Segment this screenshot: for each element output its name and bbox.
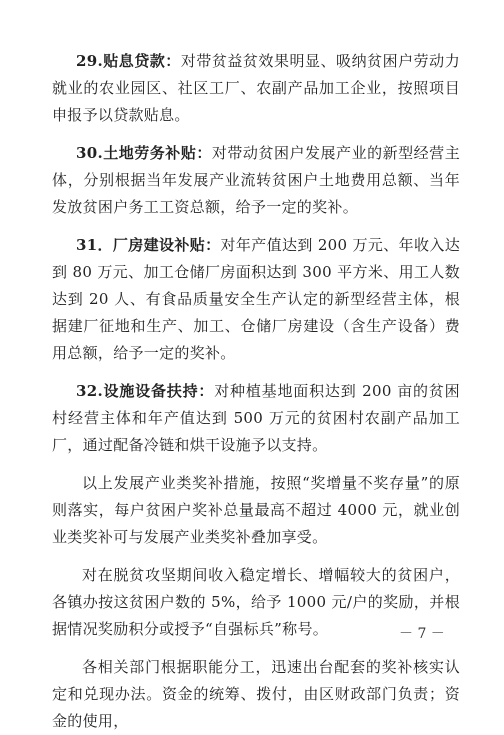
clause-30 <box>52 140 460 221</box>
clause-heading: 29.贴息贷款： <box>76 52 181 70</box>
clause-31 <box>52 232 460 367</box>
body-paragraph: 以上发展产业类奖补措施，按照“奖增量不奖存量”的原则落实，每户贫困户奖补总量最高不超过 4000 元，就业创业类奖补可与发展产业类奖补叠加享受。 <box>52 474 460 546</box>
clause-heading: 30.土地劳务补贴： <box>76 144 212 162</box>
body-paragraph: 各相关部门根据职能分工，迅速出台配套的奖补核实认定和兑现办法。资金的统筹、拨付，由区财政部门负责；资金的使用， <box>52 658 460 730</box>
page-number: － 7 － <box>399 626 445 642</box>
clause-heading: 31．厂房建设补贴： <box>76 236 221 254</box>
body-paragraph: 对在脱贫攻坚期间收入稳定增长、增幅较大的贫困户，各镇办按这贫困户数的 5%，给予 1000 元/户的奖励，并根据情况奖励积分或授予“自强标兵”称号。 <box>52 566 460 638</box>
clause-text: 对带动贫困户发展产业的新型经营主体，分别根据当年发展产业流转贫困户土地费用总额、当年发放贫困户务工工资总额，给予一定的奖补。 <box>52 144 460 216</box>
clause-heading: 32.设施设备扶持： <box>76 382 215 400</box>
clause-29 <box>52 48 460 129</box>
clause-text: 对种植基地面积达到 200 亩的贫困村经营主体和年产值达到 500 万元的贫困村农副产品加工厂，通过配备冷链和烘干设施予以支持。 <box>52 382 460 454</box>
clause-text: 对带贫益贫效果明显、吸纳贫困户劳动力就业的农业园区、社区工厂、农副产品加工企业，按照项目申报予以贷款贴息。 <box>52 52 460 124</box>
clause-text: 对年产值达到 200 万元、年收入达到 80 万元、加工仓储厂房面积达到 300 平方米、用工人数达到 20 人、有食品质量安全生产认定的新型经营主体，根据建厂征地和生产、加工、仓储厂房建设（含生产设备）费用总额，给予一定的奖补。 <box>52 236 460 362</box>
clause-32 <box>52 378 460 459</box>
